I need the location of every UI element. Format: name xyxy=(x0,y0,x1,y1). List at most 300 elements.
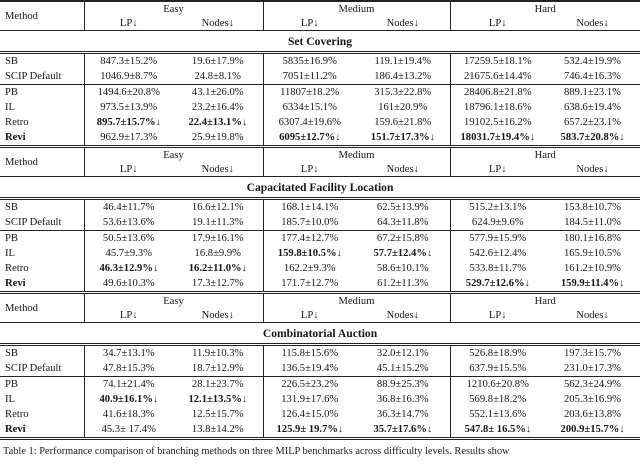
value-cell xyxy=(450,199,545,216)
section-header xyxy=(0,148,640,177)
value-cell xyxy=(545,53,640,70)
value-cell xyxy=(545,407,640,422)
value-cell xyxy=(450,377,545,393)
decrease-arrow-icon: ↓ xyxy=(336,248,342,259)
table-row-scip-default xyxy=(0,215,640,231)
decrease-arrow-icon: ↓ xyxy=(524,278,530,289)
metric-value: 119.1±19.4% xyxy=(374,56,432,67)
value-cell xyxy=(173,377,263,393)
method-column-header: Method xyxy=(0,294,84,323)
value-cell xyxy=(173,53,263,70)
value-cell xyxy=(545,261,640,276)
value-cell xyxy=(173,231,263,247)
metric-value: 17.9±16.1% xyxy=(191,233,244,244)
value-cell xyxy=(545,345,640,362)
decrease-arrow-icon: ↓ xyxy=(529,132,535,143)
metric-value: 18031.7±19.4% xyxy=(460,132,530,143)
table-row-il xyxy=(0,100,640,115)
method-cell: SCIP Default xyxy=(0,215,84,231)
metric-value: 533.8±11.7% xyxy=(469,263,527,274)
value-cell xyxy=(263,53,356,70)
metric-value: 19.6±17.9% xyxy=(191,56,244,67)
value-cell xyxy=(356,130,450,147)
method-cell: Retro xyxy=(5,117,29,128)
metric-value: 58.6±10.1% xyxy=(376,263,429,274)
value-cell xyxy=(450,276,545,293)
value-cell xyxy=(173,100,263,115)
metric-value: 746.4±16.3% xyxy=(563,71,621,82)
decrease-arrow-icon: ↓ xyxy=(429,132,435,143)
metric-header-medium-nodes: Nodes↓ xyxy=(356,162,450,177)
section-title-row xyxy=(0,323,640,345)
method-cell: Revi xyxy=(0,422,84,439)
value-cell xyxy=(356,85,450,101)
method-cell: SB xyxy=(5,348,18,359)
table-row-sb xyxy=(0,345,640,362)
metric-header-row xyxy=(0,16,640,31)
value-cell xyxy=(173,199,263,216)
metric-value: 529.7±12.6% xyxy=(465,278,525,289)
baseline-methods xyxy=(0,199,640,231)
value-cell xyxy=(545,215,640,231)
value-cell xyxy=(263,422,356,439)
value-cell xyxy=(84,85,173,101)
metric-value: 45.1±15.2% xyxy=(376,363,429,374)
metric-value: 973.5±13.9% xyxy=(100,102,158,113)
metric-value: 36.3±14.7% xyxy=(376,409,429,420)
table-row-retro xyxy=(0,115,640,130)
metric-value: 526.8±18.9% xyxy=(469,348,527,359)
decrease-arrow-icon: ↓ xyxy=(335,132,341,143)
group-header-easy: Easy xyxy=(84,148,263,162)
metric-value: 115.8±15.6% xyxy=(281,348,339,359)
method-cell: Retro xyxy=(5,409,29,420)
section-title-row xyxy=(0,31,640,53)
decrease-arrow-icon: ↓ xyxy=(525,424,532,435)
value-cell xyxy=(450,69,545,85)
value-cell xyxy=(450,53,545,70)
group-header-medium: Medium xyxy=(263,294,450,308)
value-cell xyxy=(263,85,356,101)
section-table-combinatorial-auction xyxy=(0,294,640,440)
metric-value: 11807±18.2% xyxy=(280,87,340,98)
value-cell xyxy=(545,392,640,407)
group-header-easy: Easy xyxy=(84,294,263,308)
section-title: Set Covering xyxy=(0,31,640,53)
metric-value: 57.7±12.4% xyxy=(373,248,427,259)
value-cell xyxy=(356,115,450,130)
value-cell xyxy=(263,199,356,216)
value-cell xyxy=(173,115,263,130)
metric-header-medium-lp: LP↓ xyxy=(263,162,356,177)
value-cell xyxy=(84,361,173,377)
metric-value: 159.8±10.5% xyxy=(277,248,337,259)
metric-value: 180.1±16.8% xyxy=(563,233,621,244)
metric-header-hard-lp: LP↓ xyxy=(450,162,545,177)
metric-value: 125.9± 19.7% xyxy=(276,424,338,435)
metric-value: 19102.5±16.2% xyxy=(463,117,532,128)
decrease-arrow-icon: ↓ xyxy=(241,117,248,128)
value-cell xyxy=(84,345,173,362)
metric-value: 186.4±13.2% xyxy=(374,71,432,82)
metric-value: 624.9±9.6% xyxy=(471,217,524,228)
metric-value: 67.2±15.8% xyxy=(376,233,429,244)
value-cell xyxy=(263,69,356,85)
value-cell xyxy=(263,261,356,276)
metric-value: 6334±15.1% xyxy=(282,102,337,113)
metric-value: 1494.6±20.8% xyxy=(97,87,160,98)
table-row-retro xyxy=(0,261,640,276)
method-cell: PB xyxy=(5,87,18,98)
metric-header-medium-nodes: Nodes↓ xyxy=(356,16,450,31)
value-cell xyxy=(263,215,356,231)
section-title: Capacitated Facility Location xyxy=(0,177,640,199)
metric-value: 49.6±10.3% xyxy=(102,278,155,289)
metric-value: 23.2±16.4% xyxy=(191,102,244,113)
metric-header-medium-lp: LP↓ xyxy=(263,16,356,31)
value-cell xyxy=(263,231,356,247)
metric-value: 168.1±14.1% xyxy=(281,202,339,213)
table-caption: Table 1: Performance comparison of branching methods on three MILP benchmarks across difficulty levels. Results show xyxy=(3,446,510,457)
metric-value: 61.2±11.3% xyxy=(377,278,429,289)
value-cell xyxy=(450,246,545,261)
metric-value: 5835±16.9% xyxy=(282,56,337,67)
value-cell xyxy=(173,361,263,377)
metric-header-hard-lp: LP↓ xyxy=(450,308,545,323)
metric-value: 162.2±9.3% xyxy=(283,263,336,274)
value-cell xyxy=(263,276,356,293)
metric-value: 12.5±15.7% xyxy=(191,409,244,420)
metric-value: 577.9±15.9% xyxy=(469,233,527,244)
value-cell xyxy=(263,392,356,407)
value-cell xyxy=(450,392,545,407)
metric-value: 19.1±11.3% xyxy=(192,217,244,228)
method-cell: IL xyxy=(5,394,15,405)
metric-value: 24.8±8.1% xyxy=(194,71,241,82)
learned-methods xyxy=(0,377,640,439)
metric-value: 515.2±13.1% xyxy=(469,202,527,213)
value-cell xyxy=(173,392,263,407)
value-cell xyxy=(450,407,545,422)
value-cell xyxy=(84,199,173,216)
baseline-methods xyxy=(0,53,640,85)
value-cell xyxy=(450,115,545,130)
metric-value: 184.5±11.0% xyxy=(564,217,621,228)
table-row-pb xyxy=(0,231,640,247)
metric-value: 32.0±12.1% xyxy=(376,348,429,359)
table-row-revi xyxy=(0,422,640,439)
metric-header-easy-nodes: Nodes↓ xyxy=(173,16,263,31)
metric-value: 226.5±23.2% xyxy=(281,379,339,390)
table-row-revi xyxy=(0,276,640,293)
metric-value: 74.1±21.4% xyxy=(102,379,155,390)
value-cell xyxy=(545,115,640,130)
metric-value: 315.3±22.8% xyxy=(374,87,432,98)
metric-header-easy-lp: LP↓ xyxy=(84,308,173,323)
table-row-il xyxy=(0,246,640,261)
value-cell xyxy=(450,85,545,101)
value-cell xyxy=(84,407,173,422)
metric-value: 22.4±13.1% xyxy=(188,117,242,128)
decrease-arrow-icon: ↓ xyxy=(619,132,625,143)
value-cell xyxy=(545,276,640,293)
metric-value: 53.6±13.6% xyxy=(102,217,155,228)
metric-value: 50.5±13.6% xyxy=(102,233,155,244)
value-cell xyxy=(173,130,263,147)
value-cell xyxy=(263,345,356,362)
table-row-retro xyxy=(0,407,640,422)
metric-value: 532.4±19.9% xyxy=(563,56,621,67)
value-cell xyxy=(263,130,356,147)
value-cell xyxy=(173,69,263,85)
table-row-pb xyxy=(0,377,640,393)
method-cell: IL xyxy=(5,248,15,259)
metric-value: 962.9±17.3% xyxy=(100,132,158,143)
metric-value: 17.3±12.7% xyxy=(191,278,244,289)
metric-value: 562.3±24.9% xyxy=(563,379,621,390)
value-cell xyxy=(263,115,356,130)
group-header-medium: Medium xyxy=(263,148,450,162)
metric-value: 847.3±15.2% xyxy=(100,56,158,67)
value-cell xyxy=(173,276,263,293)
table-row-pb xyxy=(0,85,640,101)
metric-value: 197.3±15.7% xyxy=(563,348,621,359)
method-cell: IL xyxy=(5,102,15,113)
value-cell xyxy=(84,377,173,393)
value-cell xyxy=(356,69,450,85)
value-cell xyxy=(84,261,173,276)
metric-value: 583.7±20.8% xyxy=(560,132,620,143)
metric-value: 43.1±26.0% xyxy=(191,87,244,98)
metric-value: 36.8±16.3% xyxy=(376,394,429,405)
metric-value: 18796.1±18.6% xyxy=(463,102,532,113)
value-cell xyxy=(84,53,173,70)
decrease-arrow-icon: ↓ xyxy=(619,278,625,289)
metric-value: 16.8±9.9% xyxy=(194,248,241,259)
metric-value: 131.9±17.6% xyxy=(281,394,339,405)
value-cell xyxy=(173,422,263,439)
value-cell xyxy=(356,392,450,407)
method-column-header: Method xyxy=(0,148,84,177)
value-cell xyxy=(545,361,640,377)
table-row-sb xyxy=(0,199,640,216)
method-cell: Revi xyxy=(0,130,84,147)
metric-value: 159.9±11.4% xyxy=(560,278,620,289)
metric-header-row xyxy=(0,308,640,323)
metric-header-row xyxy=(0,162,640,177)
metric-value: 889.1±23.1% xyxy=(563,87,621,98)
value-cell xyxy=(84,246,173,261)
decrease-arrow-icon: ↓ xyxy=(241,263,247,274)
section-table-set-covering xyxy=(0,2,640,148)
value-cell xyxy=(84,130,173,147)
value-cell xyxy=(356,53,450,70)
value-cell xyxy=(545,85,640,101)
value-cell xyxy=(356,199,450,216)
value-cell xyxy=(263,100,356,115)
metric-value: 657.2±23.1% xyxy=(563,117,621,128)
value-cell xyxy=(356,276,450,293)
metric-value: 569.8±18.2% xyxy=(469,394,527,405)
value-cell xyxy=(84,392,173,407)
metric-value: 46.4±11.7% xyxy=(103,202,155,213)
value-cell xyxy=(356,246,450,261)
metric-header-easy-lp: LP↓ xyxy=(84,162,173,177)
section-title-row xyxy=(0,177,640,199)
metric-value: 638.6±19.4% xyxy=(563,102,621,113)
value-cell xyxy=(450,261,545,276)
metric-header-hard-nodes: Nodes↓ xyxy=(545,162,640,177)
value-cell xyxy=(173,246,263,261)
metric-value: 13.8±14.2% xyxy=(191,424,244,435)
value-cell xyxy=(545,199,640,216)
metric-value: 153.8±10.7% xyxy=(563,202,621,213)
value-cell xyxy=(173,345,263,362)
metric-value: 231.0±17.3% xyxy=(563,363,621,374)
value-cell xyxy=(356,361,450,377)
group-header-row xyxy=(0,294,640,308)
value-cell xyxy=(450,231,545,247)
metric-value: 34.7±13.1% xyxy=(102,348,155,359)
section-header xyxy=(0,294,640,323)
table-row-scip-default xyxy=(0,69,640,85)
metric-value: 16.6±12.1% xyxy=(191,202,244,213)
metric-value: 895.7±15.7% xyxy=(96,117,156,128)
table-row-sb xyxy=(0,53,640,70)
method-cell: PB xyxy=(5,233,18,244)
decrease-arrow-icon: ↓ xyxy=(619,424,625,435)
metric-value: 62.5±13.9% xyxy=(376,202,429,213)
metric-value: 7051±11.2% xyxy=(282,71,337,82)
metric-value: 40.9±16.1% xyxy=(99,394,153,405)
decrease-arrow-icon: ↓ xyxy=(241,394,248,405)
value-cell xyxy=(450,422,545,439)
metric-value: 161.2±10.9% xyxy=(563,263,621,274)
value-cell xyxy=(545,377,640,393)
metric-header-hard-lp: LP↓ xyxy=(450,16,545,31)
value-cell xyxy=(545,231,640,247)
metric-value: 17259.5±18.1% xyxy=(463,56,532,67)
value-cell xyxy=(356,377,450,393)
metric-value: 45.3± 17.4% xyxy=(101,424,156,435)
metric-value: 171.7±12.7% xyxy=(281,278,339,289)
metric-value: 1210.6±20.8% xyxy=(466,379,529,390)
metric-header-hard-nodes: Nodes↓ xyxy=(545,308,640,323)
method-cell: SB xyxy=(5,56,18,67)
decrease-arrow-icon: ↓ xyxy=(155,117,161,128)
metric-value: 6095±12.7% xyxy=(279,132,336,143)
value-cell xyxy=(356,231,450,247)
table-row-scip-default xyxy=(0,361,640,377)
value-cell xyxy=(545,130,640,147)
method-cell: SCIP Default xyxy=(0,69,84,85)
metric-value: 177.4±12.7% xyxy=(281,233,339,244)
metric-value: 165.9±10.5% xyxy=(563,248,621,259)
value-cell xyxy=(545,69,640,85)
metric-value: 12.1±13.5% xyxy=(188,394,242,405)
value-cell xyxy=(450,100,545,115)
metric-value: 200.9±15.7% xyxy=(560,424,620,435)
metric-value: 47.8±15.3% xyxy=(102,363,155,374)
section-header xyxy=(0,2,640,31)
metric-header-medium-nodes: Nodes↓ xyxy=(356,308,450,323)
metric-value: 18.7±12.9% xyxy=(191,363,244,374)
group-header-hard: Hard xyxy=(450,148,640,162)
value-cell xyxy=(263,361,356,377)
section-table-capacitated-facility-location xyxy=(0,148,640,294)
value-cell xyxy=(356,100,450,115)
metric-value: 126.4±15.0% xyxy=(281,409,339,420)
method-cell: Revi xyxy=(0,276,84,293)
value-cell xyxy=(545,422,640,439)
metric-value: 16.2±11.0% xyxy=(188,263,242,274)
value-cell xyxy=(263,407,356,422)
value-cell xyxy=(450,345,545,362)
learned-methods xyxy=(0,231,640,293)
metric-value: 45.7±9.3% xyxy=(105,248,152,259)
method-cell: PB xyxy=(5,379,18,390)
metric-value: 637.9±15.5% xyxy=(469,363,527,374)
value-cell xyxy=(84,69,173,85)
metric-header-easy-nodes: Nodes↓ xyxy=(173,308,263,323)
decrease-arrow-icon: ↓ xyxy=(152,394,159,405)
metric-value: 6307.4±19.6% xyxy=(278,117,341,128)
group-header-row xyxy=(0,2,640,16)
value-cell xyxy=(173,407,263,422)
value-cell xyxy=(84,115,173,130)
decrease-arrow-icon: ↓ xyxy=(426,424,433,435)
value-cell xyxy=(84,215,173,231)
method-cell: SCIP Default xyxy=(0,361,84,377)
metric-value: 25.9±19.8% xyxy=(191,132,244,143)
value-cell xyxy=(84,422,173,439)
metric-value: 151.7±17.3% xyxy=(370,132,430,143)
table-row-revi xyxy=(0,130,640,147)
value-cell xyxy=(356,345,450,362)
value-cell xyxy=(84,276,173,293)
learned-methods xyxy=(0,85,640,147)
metric-value: 11.9±10.3% xyxy=(192,348,244,359)
group-header-row xyxy=(0,148,640,162)
value-cell xyxy=(173,261,263,276)
metric-value: 41.6±18.3% xyxy=(102,409,155,420)
group-header-hard: Hard xyxy=(450,294,640,308)
metric-value: 28.1±23.7% xyxy=(191,379,244,390)
method-cell: Retro xyxy=(5,263,29,274)
metric-value: 203.6±13.8% xyxy=(563,409,621,420)
metric-value: 1046.9±8.7% xyxy=(100,71,158,82)
group-header-easy: Easy xyxy=(84,2,263,16)
value-cell xyxy=(450,361,545,377)
metric-value: 28406.8±21.8% xyxy=(463,87,532,98)
method-cell: SB xyxy=(5,202,18,213)
metric-value: 542.6±12.4% xyxy=(469,248,527,259)
metric-header-easy-nodes: Nodes↓ xyxy=(173,162,263,177)
metric-value: 185.7±10.0% xyxy=(281,217,339,228)
method-column-header: Method xyxy=(0,2,84,31)
value-cell xyxy=(173,215,263,231)
metric-value: 552.1±13.6% xyxy=(469,409,527,420)
value-cell xyxy=(450,130,545,147)
value-cell xyxy=(173,85,263,101)
metric-value: 547.8± 16.5% xyxy=(464,424,526,435)
value-cell xyxy=(84,100,173,115)
section-title: Combinatorial Auction xyxy=(0,323,640,345)
value-cell xyxy=(356,261,450,276)
metric-header-easy-lp: LP↓ xyxy=(84,16,173,31)
group-header-medium: Medium xyxy=(263,2,450,16)
group-header-hard: Hard xyxy=(450,2,640,16)
